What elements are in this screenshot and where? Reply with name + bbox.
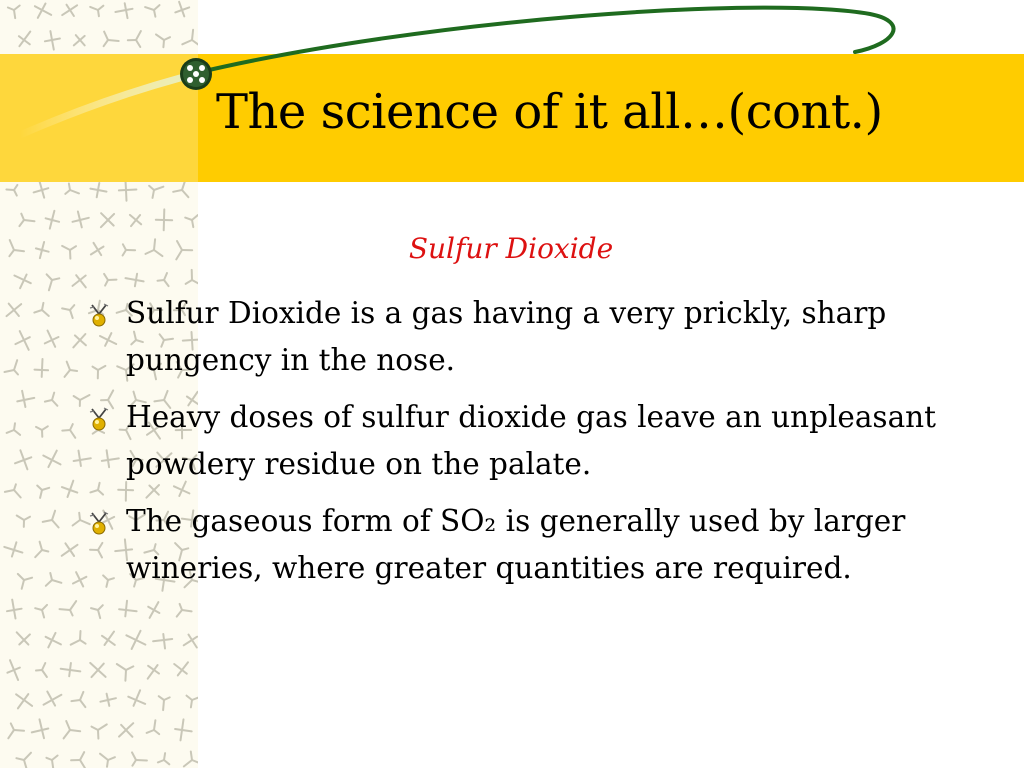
molecule-pattern-glyph bbox=[44, 692, 62, 706]
molecule-pattern-glyph bbox=[73, 334, 86, 347]
molecule-pattern-glyph bbox=[46, 211, 60, 229]
molecule-pattern-glyph bbox=[18, 574, 32, 589]
molecule-pattern-glyph bbox=[37, 486, 49, 498]
molecule-pattern-glyph bbox=[34, 180, 49, 198]
molecule-pattern-glyph bbox=[119, 723, 133, 737]
molecule-pattern-glyph bbox=[149, 186, 163, 198]
molecule-pattern-glyph bbox=[73, 572, 86, 586]
molecule-pattern-glyph bbox=[15, 331, 29, 350]
molecule-pattern-glyph bbox=[91, 243, 104, 255]
molecule-pattern-glyph bbox=[36, 426, 48, 437]
molecule-pattern-glyph bbox=[156, 34, 170, 47]
molecule-pattern-glyph bbox=[19, 214, 34, 226]
molecule-pattern-glyph bbox=[7, 660, 20, 680]
molecule-pattern-glyph bbox=[71, 692, 85, 707]
molecule-pattern-glyph bbox=[119, 601, 137, 617]
molecule-pattern-glyph bbox=[65, 184, 79, 194]
molecule-pattern-glyph bbox=[7, 304, 22, 317]
molecule-pattern-glyph bbox=[62, 5, 77, 16]
molecule-pattern-glyph bbox=[117, 664, 134, 681]
molecule-pattern-glyph bbox=[35, 605, 47, 618]
molecule-pattern-glyph bbox=[17, 391, 34, 407]
molecule-pattern-glyph bbox=[73, 275, 86, 287]
molecule-pattern-glyph bbox=[62, 481, 77, 497]
molecule-pattern-glyph bbox=[71, 631, 86, 645]
molecule-pattern-glyph bbox=[100, 694, 116, 706]
molecule-pattern-glyph bbox=[126, 631, 145, 649]
molecule-pattern-glyph bbox=[158, 753, 169, 764]
molecule-pattern-glyph bbox=[182, 30, 198, 47]
molecule-pattern-glyph bbox=[46, 756, 57, 768]
molecule-pattern-glyph bbox=[15, 450, 31, 469]
molecule-pattern-glyph bbox=[73, 212, 89, 228]
molecule-pattern-glyph bbox=[128, 690, 145, 706]
molecule-pattern-glyph bbox=[184, 752, 198, 767]
molecule-pattern-glyph bbox=[100, 754, 115, 767]
bullet-text: Heavy doses of sulfur dioxide gas leave an unpleasant powdery residue on the palate. bbox=[126, 400, 937, 481]
molecule-pattern-glyph bbox=[62, 305, 74, 318]
molecule-pattern-glyph bbox=[14, 275, 30, 289]
slide-title: The science of it all…(cont.) bbox=[216, 84, 883, 140]
bullet-text: The gaseous form of SO₂ is generally used by larger wineries, where greater quantities are required. bbox=[126, 504, 906, 585]
molecule-pattern-glyph bbox=[102, 632, 115, 645]
molecule-pattern-glyph bbox=[177, 604, 192, 617]
molecule-pattern-glyph bbox=[74, 35, 85, 45]
molecule-pattern-glyph bbox=[45, 393, 58, 406]
molecule-pattern-glyph bbox=[62, 424, 75, 438]
molecule-bullet-icon bbox=[88, 510, 112, 536]
molecule-pattern-glyph bbox=[7, 600, 22, 619]
bullet-item bbox=[88, 290, 968, 384]
molecule-pattern-glyph bbox=[4, 542, 22, 556]
molecule-pattern-glyph bbox=[36, 663, 47, 677]
molecule-pattern-glyph bbox=[173, 180, 188, 198]
molecule-pattern-glyph bbox=[6, 185, 17, 196]
molecule-pattern-glyph bbox=[65, 362, 78, 377]
molecule-pattern-glyph bbox=[62, 246, 76, 259]
molecule-pattern-glyph bbox=[128, 31, 141, 47]
molecule-pattern-glyph bbox=[47, 274, 60, 290]
molecule-pattern-glyph bbox=[158, 273, 169, 286]
molecule-bullet-icon bbox=[88, 302, 112, 328]
molecule-pattern-glyph bbox=[45, 331, 59, 347]
molecule-pattern-glyph bbox=[46, 633, 61, 648]
molecule-pattern-glyph bbox=[43, 451, 60, 468]
molecule-pattern-glyph bbox=[17, 516, 30, 527]
molecule-pattern-glyph bbox=[187, 696, 199, 708]
molecule-pattern-glyph bbox=[5, 360, 19, 374]
molecule-pattern-glyph bbox=[148, 602, 159, 618]
molecule-pattern-glyph bbox=[146, 239, 163, 256]
molecule-pattern-glyph bbox=[34, 303, 49, 316]
molecule-pattern-glyph bbox=[45, 31, 60, 49]
bullet-item bbox=[88, 498, 968, 592]
molecule-pattern-glyph bbox=[186, 270, 198, 284]
molecule-pattern-glyph bbox=[16, 694, 32, 708]
molecule-pattern-glyph bbox=[156, 209, 172, 230]
molecule-pattern-glyph bbox=[184, 635, 197, 648]
molecule-pattern-glyph bbox=[104, 274, 116, 286]
molecule-pattern-glyph bbox=[90, 183, 106, 197]
bullet-item bbox=[88, 394, 968, 488]
molecule-pattern-glyph bbox=[9, 240, 24, 256]
molecule-pattern-glyph bbox=[175, 719, 192, 740]
molecule-pattern-glyph bbox=[159, 696, 170, 710]
molecule-pattern-glyph bbox=[123, 244, 136, 255]
molecule-pattern-glyph bbox=[19, 32, 30, 47]
molecule-pattern-glyph bbox=[16, 753, 31, 768]
molecule-pattern-glyph bbox=[130, 215, 141, 226]
molecule-pattern-glyph bbox=[104, 32, 119, 47]
molecule-pattern-glyph bbox=[91, 605, 103, 618]
molecule-pattern-glyph bbox=[8, 723, 24, 738]
molecule-pattern-glyph bbox=[101, 213, 114, 227]
molecule-pattern-glyph bbox=[175, 2, 189, 17]
molecule-pattern-glyph bbox=[60, 601, 77, 615]
molecule-bullet-icon bbox=[88, 406, 112, 432]
molecule-pattern-glyph bbox=[148, 665, 159, 679]
molecule-pattern-glyph bbox=[174, 662, 188, 675]
molecule-pattern-glyph bbox=[115, 3, 132, 18]
molecule-pattern-glyph bbox=[35, 542, 48, 558]
molecule-pattern-glyph bbox=[176, 241, 192, 259]
section-subtitle: Sulfur Dioxide bbox=[408, 232, 614, 265]
molecule-pattern-glyph bbox=[153, 634, 172, 649]
molecule-pattern-glyph bbox=[71, 752, 85, 768]
molecule-pattern-glyph bbox=[126, 274, 144, 287]
molecule-pattern-glyph bbox=[61, 663, 81, 676]
molecule-pattern-glyph bbox=[90, 6, 103, 17]
molecule-pattern-glyph bbox=[8, 6, 20, 19]
molecule-pattern-glyph bbox=[46, 573, 62, 586]
molecule-pattern-glyph bbox=[90, 663, 105, 677]
molecule-pattern-glyph bbox=[62, 543, 78, 556]
molecule-pattern-glyph bbox=[35, 359, 49, 377]
molecule-pattern-glyph bbox=[64, 721, 81, 738]
title-band-overlay bbox=[0, 54, 198, 182]
molecule-pattern-glyph bbox=[32, 719, 49, 738]
molecule-pattern-glyph bbox=[17, 632, 30, 644]
molecule-pattern-glyph bbox=[147, 720, 160, 734]
molecule-pattern-glyph bbox=[145, 5, 159, 17]
molecule-pattern-glyph bbox=[185, 215, 198, 227]
molecule-pattern-glyph bbox=[132, 752, 147, 765]
molecule-pattern-glyph bbox=[119, 181, 136, 201]
molecule-pattern-glyph bbox=[35, 4, 51, 18]
molecule-pattern-glyph bbox=[36, 242, 49, 258]
bullet-list bbox=[88, 290, 968, 602]
molecule-pattern-glyph bbox=[5, 484, 21, 497]
bullet-text: Sulfur Dioxide is a gas having a very prickly, sharp pungency in the nose. bbox=[126, 296, 887, 377]
molecule-pattern-glyph bbox=[7, 423, 21, 435]
molecule-pattern-glyph bbox=[92, 724, 107, 738]
molecule-pattern-glyph bbox=[43, 511, 59, 528]
